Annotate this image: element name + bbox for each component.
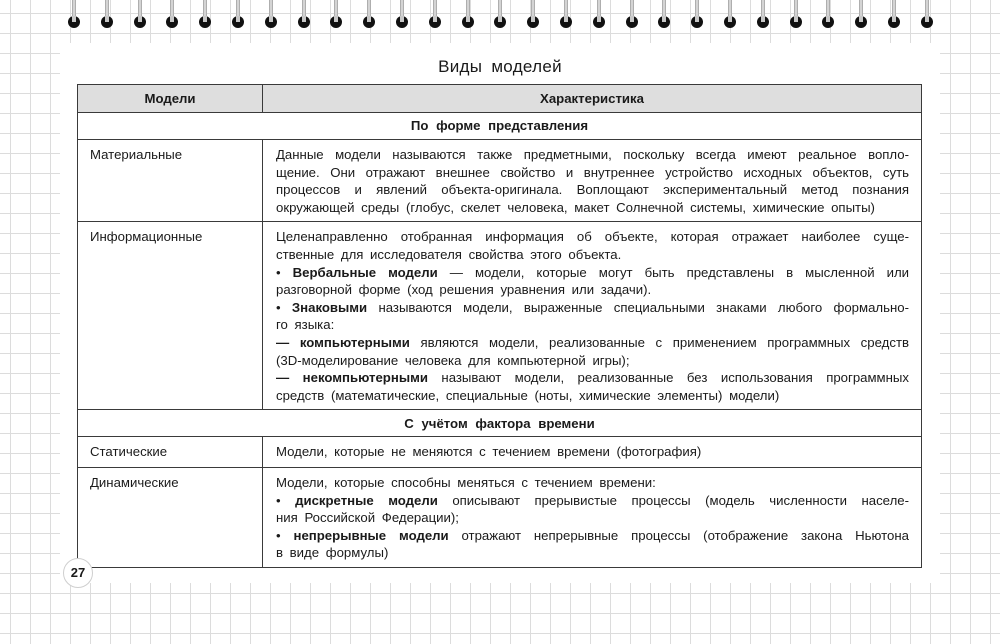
characteristic-cell [263, 222, 922, 410]
text-line [276, 544, 909, 562]
text-line [276, 369, 909, 387]
binder-ring-icon [298, 0, 310, 30]
binder-ring-icon [429, 0, 441, 30]
text-segment: Целенаправленно отобранная информация об объекте, которая отражает наиболее суще- [276, 229, 909, 245]
binder-ring-icon [921, 0, 933, 30]
section-title: С учётом фактора времени [78, 410, 922, 437]
text-segment: щение. Они отражают внешнее свойство и внутреннее устройство исходных объектов, суть [276, 164, 909, 180]
spiral-binding [0, 0, 1000, 32]
bold-term: — [276, 370, 303, 386]
bold-term: Знаковыми [291, 299, 368, 315]
text-segment: Модели, которые способны меняться с течением времени: [276, 474, 656, 490]
binder-ring-icon [396, 0, 408, 30]
binder-ring-icon [658, 0, 670, 30]
text-line [276, 181, 909, 199]
binder-ring-icon [593, 0, 605, 30]
text-line [276, 443, 909, 461]
text-segment: окружающей среды (глобус, скелет человека, макет Солнечной системы, химические опыты) [276, 199, 875, 215]
text-segment: отражают непрерывные процессы (отображение закона Ньютона [448, 527, 909, 543]
text-line [276, 492, 909, 510]
characteristic-cell [263, 437, 922, 468]
model-type-cell: Материальные [78, 140, 263, 222]
text-segment: Данные модели называются также предметными, поскольку всегда имеют реальное вопло- [276, 147, 909, 162]
binder-ring-icon [757, 0, 769, 30]
text-line [276, 164, 909, 182]
binder-ring-icon [888, 0, 900, 30]
text-segment: называются модели, выраженные специальными знаками любого формально- [367, 299, 909, 315]
text-segment: средств (математические, специальные (ноты, химические элементы) модели) [276, 387, 780, 403]
section-row [78, 410, 922, 437]
text-segment: — модели, которые могут быть представлены в мысленной или [437, 264, 910, 280]
text-segment: Модели, которые не меняются с течением времени (фотография) [276, 444, 702, 460]
models-table [77, 84, 922, 568]
text-segment: ственные для исследователя свойства этого объекта. [276, 246, 622, 262]
header-characteristic: Характеристика [263, 85, 922, 113]
bold-term: Вербальные модели [292, 264, 438, 280]
binder-ring-icon [363, 0, 375, 30]
text-segment: описывают прерывистые процессы (модель численности населе- [437, 492, 909, 508]
table-row [78, 140, 922, 222]
binder-ring-icon [494, 0, 506, 30]
text-line [276, 264, 909, 282]
binder-ring-icon [166, 0, 178, 30]
binder-ring-icon [855, 0, 867, 30]
binder-ring-icon [560, 0, 572, 30]
text-line [276, 316, 909, 334]
model-type-cell: Динамические [78, 467, 263, 567]
binder-ring-icon [101, 0, 113, 30]
section-title: По форме представления [78, 113, 922, 140]
bold-term: непрерывные модели [293, 527, 449, 543]
text-line [276, 146, 909, 164]
binder-ring-icon [527, 0, 539, 30]
binder-ring-icon [462, 0, 474, 30]
model-type-cell: Статические [78, 437, 263, 468]
binder-ring-icon [626, 0, 638, 30]
bold-term: дискретные модели [295, 492, 438, 508]
binder-ring-icon [68, 0, 80, 30]
text-line [276, 246, 909, 264]
binder-ring-icon [330, 0, 342, 30]
text-segment: го языка: [276, 317, 335, 333]
text-segment: разговорной форме (ход решения уравнения или задачи). [276, 282, 652, 298]
binder-ring-icon [822, 0, 834, 30]
text-line [276, 228, 909, 246]
table-row [78, 467, 922, 567]
text-segment: в виде формулы) [276, 545, 389, 561]
text-line [276, 199, 909, 217]
text-segment: ния Российской Федерации); [276, 510, 459, 526]
text-segment: • [276, 299, 292, 315]
text-line [276, 387, 909, 405]
table-row [78, 222, 922, 410]
table-header-row [78, 85, 922, 113]
page-number: 27 [63, 558, 93, 588]
model-type-cell: Информационные [78, 222, 263, 410]
characteristic-cell [263, 140, 922, 222]
binder-ring-icon [724, 0, 736, 30]
text-line [276, 281, 909, 299]
text-line [276, 334, 909, 352]
characteristic-cell [263, 467, 922, 567]
header-models: Модели [78, 85, 263, 113]
section-row [78, 113, 922, 140]
text-segment: являются модели, реализованные с применением программных средств [409, 334, 909, 350]
text-segment: называют модели, реализованные без использования программных [427, 370, 909, 386]
text-segment: процессов и явлений объекта-оригинала. Воплощают экспериментальный метод познания [276, 182, 909, 198]
bold-term: — [276, 334, 300, 350]
binder-ring-icon [134, 0, 146, 30]
bold-term: компьютерными [299, 334, 410, 350]
text-segment: • [276, 264, 293, 280]
binder-ring-icon [265, 0, 277, 30]
bold-term: некомпьютерными [302, 370, 428, 386]
text-line [276, 352, 909, 370]
binder-ring-icon [790, 0, 802, 30]
table-row [78, 437, 922, 468]
text-segment: (3D-моделирование человека для компьютерной игры); [276, 352, 630, 368]
binder-ring-icon [232, 0, 244, 30]
binder-ring-icon [691, 0, 703, 30]
text-line [276, 299, 909, 317]
text-segment: • [276, 492, 296, 508]
text-line [276, 474, 909, 492]
text-segment: • [276, 527, 294, 543]
page-title: Виды моделей [438, 57, 562, 76]
text-line [276, 527, 909, 545]
binder-ring-icon [199, 0, 211, 30]
text-line [276, 509, 909, 527]
